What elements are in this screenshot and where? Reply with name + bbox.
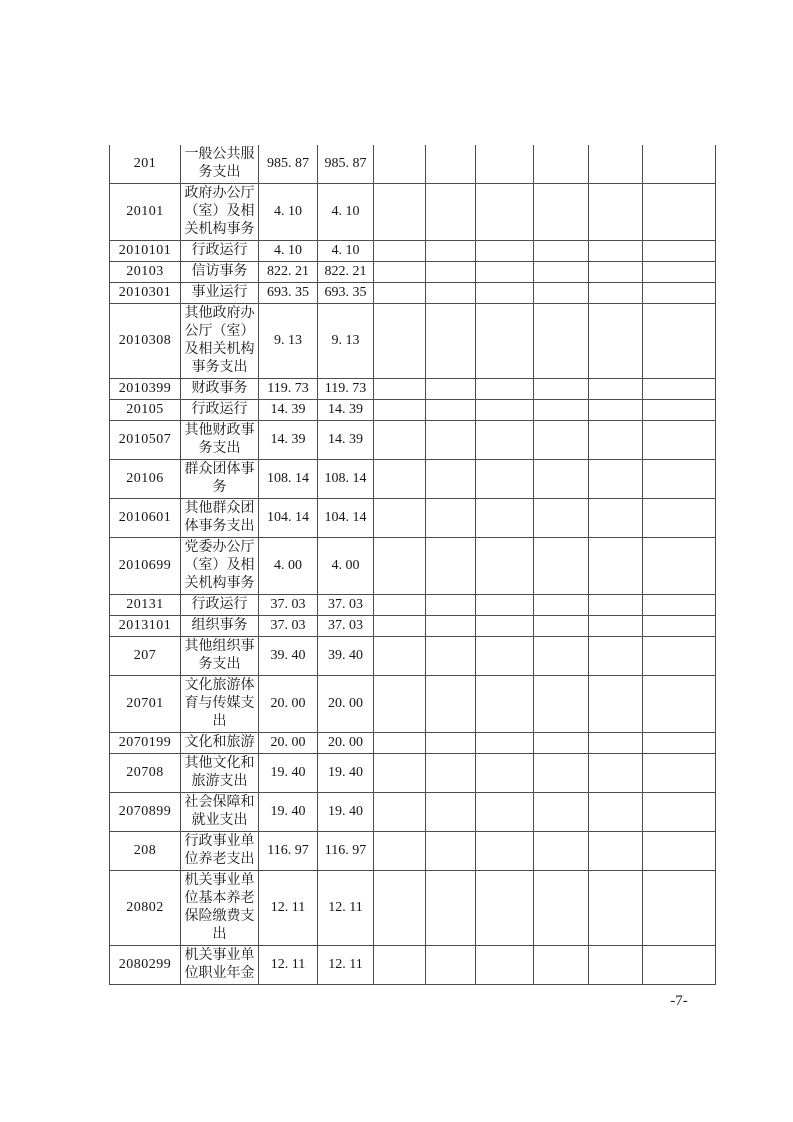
- empty-cell: [534, 832, 589, 871]
- amount-cell: 104. 14: [259, 499, 318, 538]
- amount-cell: 4. 10: [318, 241, 374, 262]
- amount-cell: 14. 39: [318, 400, 374, 421]
- empty-cell: [643, 946, 716, 985]
- empty-cell: [374, 283, 426, 304]
- empty-cell: [426, 184, 476, 241]
- empty-cell: [476, 421, 534, 460]
- code-cell: 2010308: [110, 304, 181, 379]
- empty-cell: [534, 793, 589, 832]
- empty-cell: [589, 184, 643, 241]
- name-cell: 党委办公厅（室）及相关机构事务: [181, 538, 259, 595]
- name-cell: 文化和旅游: [181, 733, 259, 754]
- empty-cell: [426, 421, 476, 460]
- amount-cell: 37. 03: [318, 595, 374, 616]
- code-cell: 20105: [110, 400, 181, 421]
- empty-cell: [589, 676, 643, 733]
- code-cell: 2070199: [110, 733, 181, 754]
- empty-cell: [534, 616, 589, 637]
- code-cell: 20103: [110, 262, 181, 283]
- amount-cell: 108. 14: [318, 460, 374, 499]
- empty-cell: [426, 304, 476, 379]
- empty-cell: [589, 871, 643, 946]
- empty-cell: [589, 793, 643, 832]
- empty-cell: [643, 538, 716, 595]
- empty-cell: [476, 871, 534, 946]
- empty-cell: [426, 616, 476, 637]
- empty-cell: [476, 793, 534, 832]
- table-row: [110, 793, 716, 832]
- empty-cell: [589, 538, 643, 595]
- name-cell: 其他文化和旅游支出: [181, 754, 259, 793]
- empty-cell: [534, 283, 589, 304]
- code-cell: 2010507: [110, 421, 181, 460]
- empty-cell: [589, 304, 643, 379]
- empty-cell: [589, 733, 643, 754]
- name-cell: 其他组织事务支出: [181, 637, 259, 676]
- empty-cell: [589, 832, 643, 871]
- empty-cell: [426, 637, 476, 676]
- name-cell: 行政运行: [181, 241, 259, 262]
- empty-cell: [589, 283, 643, 304]
- empty-cell: [476, 637, 534, 676]
- empty-cell: [534, 460, 589, 499]
- empty-cell: [643, 184, 716, 241]
- table-row: [110, 595, 716, 616]
- empty-cell: [534, 304, 589, 379]
- name-cell: 组织事务: [181, 616, 259, 637]
- empty-cell: [589, 595, 643, 616]
- name-cell: 机关事业单位职业年金: [181, 946, 259, 985]
- amount-cell: 37. 03: [318, 616, 374, 637]
- amount-cell: 985. 87: [318, 145, 374, 184]
- table-row: [110, 832, 716, 871]
- code-cell: 20131: [110, 595, 181, 616]
- amount-cell: 693. 35: [318, 283, 374, 304]
- table-row: [110, 616, 716, 637]
- name-cell: 群众团体事务: [181, 460, 259, 499]
- empty-cell: [643, 616, 716, 637]
- empty-cell: [426, 676, 476, 733]
- amount-cell: 14. 39: [259, 421, 318, 460]
- code-cell: 2070899: [110, 793, 181, 832]
- amount-cell: 119. 73: [318, 379, 374, 400]
- amount-cell: 9. 13: [318, 304, 374, 379]
- empty-cell: [426, 946, 476, 985]
- table-row: [110, 184, 716, 241]
- empty-cell: [476, 538, 534, 595]
- empty-cell: [374, 946, 426, 985]
- amount-cell: 20. 00: [259, 676, 318, 733]
- code-cell: 207: [110, 637, 181, 676]
- table-row: [110, 637, 716, 676]
- empty-cell: [643, 304, 716, 379]
- name-cell: 机关事业单位基本养老保险缴费支出: [181, 871, 259, 946]
- empty-cell: [374, 262, 426, 283]
- code-cell: 20802: [110, 871, 181, 946]
- empty-cell: [476, 283, 534, 304]
- empty-cell: [643, 832, 716, 871]
- code-cell: 2080299: [110, 946, 181, 985]
- empty-cell: [426, 793, 476, 832]
- table-row: [110, 733, 716, 754]
- empty-cell: [374, 499, 426, 538]
- empty-cell: [534, 184, 589, 241]
- code-cell: 2013101: [110, 616, 181, 637]
- empty-cell: [534, 421, 589, 460]
- empty-cell: [534, 676, 589, 733]
- empty-cell: [476, 595, 534, 616]
- table-row: [110, 754, 716, 793]
- empty-cell: [534, 538, 589, 595]
- empty-cell: [643, 400, 716, 421]
- empty-cell: [643, 379, 716, 400]
- amount-cell: 985. 87: [259, 145, 318, 184]
- empty-cell: [476, 676, 534, 733]
- empty-cell: [589, 499, 643, 538]
- empty-cell: [643, 241, 716, 262]
- empty-cell: [374, 676, 426, 733]
- empty-cell: [374, 184, 426, 241]
- empty-cell: [476, 733, 534, 754]
- amount-cell: 19. 40: [259, 793, 318, 832]
- table-row: [110, 145, 716, 184]
- name-cell: 信访事务: [181, 262, 259, 283]
- empty-cell: [374, 793, 426, 832]
- table-row: [110, 421, 716, 460]
- empty-cell: [476, 184, 534, 241]
- empty-cell: [374, 460, 426, 499]
- empty-cell: [426, 145, 476, 184]
- empty-cell: [643, 733, 716, 754]
- empty-cell: [374, 379, 426, 400]
- empty-cell: [374, 832, 426, 871]
- empty-cell: [643, 871, 716, 946]
- amount-cell: 12. 11: [259, 946, 318, 985]
- empty-cell: [643, 793, 716, 832]
- empty-cell: [374, 421, 426, 460]
- amount-cell: 4. 10: [318, 184, 374, 241]
- table-row: [110, 460, 716, 499]
- table-row: [110, 676, 716, 733]
- empty-cell: [426, 379, 476, 400]
- amount-cell: 693. 35: [259, 283, 318, 304]
- empty-cell: [426, 460, 476, 499]
- amount-cell: 37. 03: [259, 595, 318, 616]
- amount-cell: 39. 40: [259, 637, 318, 676]
- table-row: [110, 871, 716, 946]
- table-row: [110, 499, 716, 538]
- empty-cell: [476, 616, 534, 637]
- empty-cell: [589, 241, 643, 262]
- code-cell: 2010301: [110, 283, 181, 304]
- empty-cell: [476, 145, 534, 184]
- empty-cell: [589, 421, 643, 460]
- code-cell: 208: [110, 832, 181, 871]
- code-cell: 20701: [110, 676, 181, 733]
- name-cell: 政府办公厅（室）及相关机构事务: [181, 184, 259, 241]
- table-row: [110, 241, 716, 262]
- empty-cell: [426, 283, 476, 304]
- empty-cell: [426, 595, 476, 616]
- empty-cell: [374, 145, 426, 184]
- empty-cell: [534, 733, 589, 754]
- empty-cell: [374, 754, 426, 793]
- empty-cell: [534, 595, 589, 616]
- empty-cell: [476, 460, 534, 499]
- empty-cell: [476, 262, 534, 283]
- empty-cell: [589, 754, 643, 793]
- empty-cell: [426, 400, 476, 421]
- budget-table-body: [110, 145, 716, 985]
- empty-cell: [643, 637, 716, 676]
- empty-cell: [643, 499, 716, 538]
- empty-cell: [476, 241, 534, 262]
- empty-cell: [426, 733, 476, 754]
- empty-cell: [534, 499, 589, 538]
- code-cell: 20101: [110, 184, 181, 241]
- amount-cell: 4. 10: [259, 184, 318, 241]
- empty-cell: [426, 499, 476, 538]
- table-row: [110, 400, 716, 421]
- amount-cell: 37. 03: [259, 616, 318, 637]
- budget-table: [109, 145, 716, 985]
- amount-cell: 14. 39: [318, 421, 374, 460]
- amount-cell: 19. 40: [318, 754, 374, 793]
- empty-cell: [374, 871, 426, 946]
- empty-cell: [374, 733, 426, 754]
- name-cell: 行政运行: [181, 595, 259, 616]
- empty-cell: [374, 241, 426, 262]
- empty-cell: [589, 637, 643, 676]
- table-row: [110, 538, 716, 595]
- name-cell: 其他财政事务支出: [181, 421, 259, 460]
- empty-cell: [426, 241, 476, 262]
- code-cell: 2010399: [110, 379, 181, 400]
- empty-cell: [374, 538, 426, 595]
- code-cell: 2010101: [110, 241, 181, 262]
- amount-cell: 116. 97: [318, 832, 374, 871]
- empty-cell: [643, 460, 716, 499]
- empty-cell: [476, 832, 534, 871]
- empty-cell: [589, 616, 643, 637]
- empty-cell: [374, 595, 426, 616]
- name-cell: 一般公共服务支出: [181, 145, 259, 184]
- amount-cell: 9. 13: [259, 304, 318, 379]
- name-cell: 行政事业单位养老支出: [181, 832, 259, 871]
- empty-cell: [589, 400, 643, 421]
- code-cell: 20106: [110, 460, 181, 499]
- name-cell: 其他群众团体事务支出: [181, 499, 259, 538]
- empty-cell: [589, 460, 643, 499]
- amount-cell: 4. 00: [318, 538, 374, 595]
- empty-cell: [426, 754, 476, 793]
- amount-cell: 822. 21: [318, 262, 374, 283]
- empty-cell: [589, 145, 643, 184]
- empty-cell: [534, 145, 589, 184]
- name-cell: 事业运行: [181, 283, 259, 304]
- empty-cell: [426, 538, 476, 595]
- empty-cell: [534, 637, 589, 676]
- empty-cell: [374, 400, 426, 421]
- empty-cell: [589, 262, 643, 283]
- empty-cell: [476, 754, 534, 793]
- empty-cell: [476, 946, 534, 985]
- table-row: [110, 304, 716, 379]
- empty-cell: [589, 946, 643, 985]
- amount-cell: 12. 11: [318, 946, 374, 985]
- empty-cell: [534, 400, 589, 421]
- empty-cell: [426, 871, 476, 946]
- name-cell: 社会保障和就业支出: [181, 793, 259, 832]
- amount-cell: 4. 00: [259, 538, 318, 595]
- amount-cell: 104. 14: [318, 499, 374, 538]
- empty-cell: [476, 379, 534, 400]
- empty-cell: [534, 946, 589, 985]
- page-number: -7-: [670, 993, 688, 1009]
- amount-cell: 14. 39: [259, 400, 318, 421]
- name-cell: 行政运行: [181, 400, 259, 421]
- empty-cell: [643, 676, 716, 733]
- amount-cell: 12. 11: [318, 871, 374, 946]
- empty-cell: [534, 379, 589, 400]
- empty-cell: [476, 499, 534, 538]
- empty-cell: [534, 241, 589, 262]
- empty-cell: [374, 616, 426, 637]
- amount-cell: 20. 00: [318, 733, 374, 754]
- code-cell: 2010699: [110, 538, 181, 595]
- code-cell: 201: [110, 145, 181, 184]
- code-cell: 2010601: [110, 499, 181, 538]
- name-cell: 财政事务: [181, 379, 259, 400]
- amount-cell: 12. 11: [259, 871, 318, 946]
- empty-cell: [374, 304, 426, 379]
- amount-cell: 20. 00: [259, 733, 318, 754]
- name-cell: 其他政府办公厅（室）及相关机构事务支出: [181, 304, 259, 379]
- amount-cell: 19. 40: [259, 754, 318, 793]
- amount-cell: 20. 00: [318, 676, 374, 733]
- empty-cell: [534, 262, 589, 283]
- table-row: [110, 283, 716, 304]
- empty-cell: [476, 400, 534, 421]
- empty-cell: [589, 379, 643, 400]
- empty-cell: [374, 637, 426, 676]
- empty-cell: [426, 262, 476, 283]
- empty-cell: [643, 595, 716, 616]
- empty-cell: [643, 754, 716, 793]
- amount-cell: 108. 14: [259, 460, 318, 499]
- empty-cell: [534, 871, 589, 946]
- empty-cell: [476, 304, 534, 379]
- amount-cell: 4. 10: [259, 241, 318, 262]
- empty-cell: [643, 145, 716, 184]
- empty-cell: [643, 262, 716, 283]
- amount-cell: 116. 97: [259, 832, 318, 871]
- amount-cell: 19. 40: [318, 793, 374, 832]
- table-row: [110, 379, 716, 400]
- code-cell: 20708: [110, 754, 181, 793]
- name-cell: 文化旅游体育与传媒支出: [181, 676, 259, 733]
- empty-cell: [534, 754, 589, 793]
- amount-cell: 39. 40: [318, 637, 374, 676]
- amount-cell: 822. 21: [259, 262, 318, 283]
- empty-cell: [643, 421, 716, 460]
- amount-cell: 119. 73: [259, 379, 318, 400]
- empty-cell: [643, 283, 716, 304]
- empty-cell: [426, 832, 476, 871]
- table-row: [110, 262, 716, 283]
- table-row: [110, 946, 716, 985]
